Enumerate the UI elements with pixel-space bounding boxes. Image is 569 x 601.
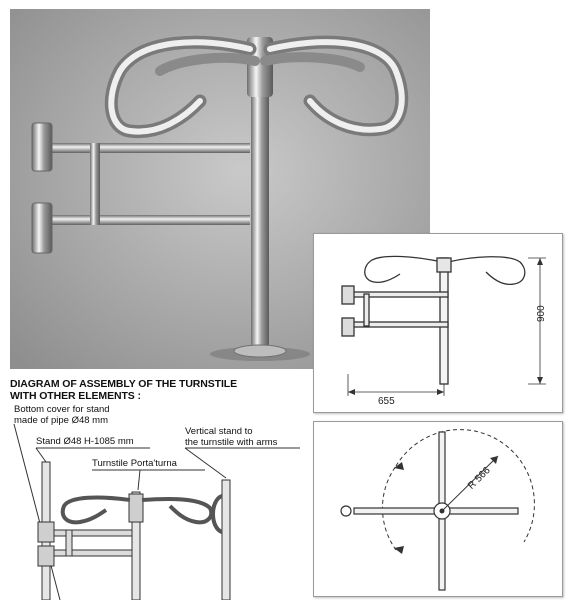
swing-arrow-top — [394, 462, 404, 470]
main-post — [251, 69, 269, 349]
swing-arc — [396, 430, 534, 542]
vertical-stand-pipe — [222, 480, 230, 600]
plan-wall-mount — [341, 506, 351, 516]
turnstile-leader — [138, 470, 140, 490]
assembly-heading — [10, 378, 237, 402]
assembly-heading-line2: WITH OTHER ELEMENTS : — [10, 390, 141, 402]
bottom-cover-line1: Bottom cover for stand — [14, 404, 110, 415]
vertical-stand-leader — [185, 448, 226, 478]
plan-panel — [313, 421, 563, 597]
vertical-stand-line2: the turnstile with arms — [185, 437, 278, 448]
elevation-panel — [313, 233, 563, 413]
bottom-cover-leader — [14, 424, 60, 600]
assembly-drawing — [0, 400, 310, 600]
elevation-post — [440, 258, 448, 384]
elevation-right-arm — [448, 257, 525, 285]
plan-drawing — [314, 422, 562, 596]
width-dimension: 655 — [378, 396, 395, 407]
elevation-drawing — [314, 234, 562, 412]
stand-leader — [36, 448, 46, 462]
elevation-left-arm — [365, 256, 442, 282]
stand-label: Stand Ø48 H-1085 mm — [36, 436, 134, 447]
radius-label: R 566 — [466, 465, 493, 492]
post-base — [234, 345, 286, 357]
vertical-stand-line1: Vertical stand to — [185, 426, 253, 437]
assembly-heading-line1: DIAGRAM OF ASSEMBLY OF THE TURNSTILE — [10, 378, 238, 390]
turnstile-label: Turnstile Porta'turna — [92, 458, 177, 469]
bottom-cover-line2: made of pipe Ø48 mm — [14, 415, 108, 426]
height-dimension: 900 — [536, 305, 547, 322]
